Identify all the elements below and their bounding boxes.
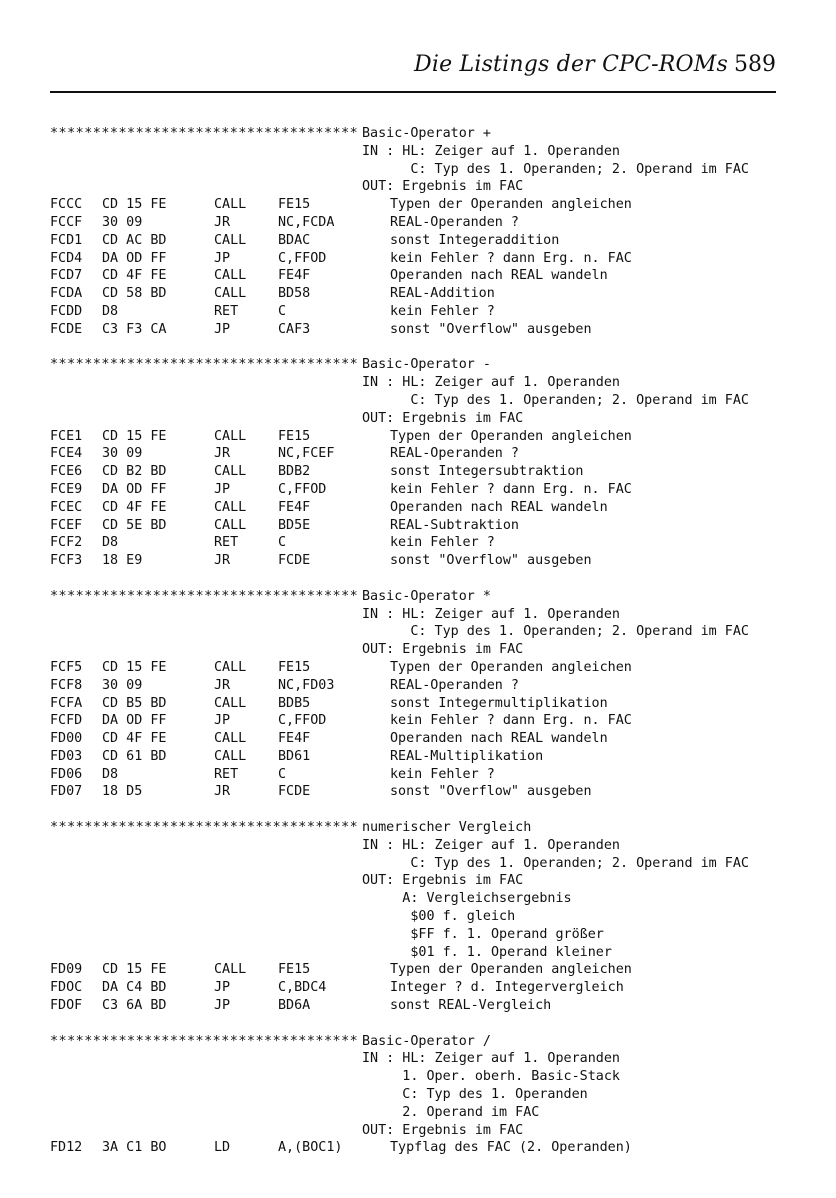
listing-line [50, 677, 790, 695]
listing-line [50, 517, 790, 535]
code-bytes: D8 [102, 535, 119, 551]
code-address: FCDE [50, 321, 83, 337]
listing-line [50, 392, 790, 410]
code-mnemonic: CALL [214, 268, 247, 284]
listing-line [50, 997, 790, 1015]
code-comment: Integer ? d. Integervergleich [390, 980, 624, 996]
doc-line: IN : HL: Zeiger auf 1. Operanden [362, 375, 620, 391]
code-mnemonic: JP [214, 250, 231, 266]
code-address: FCF5 [50, 659, 83, 675]
code-mnemonic: CALL [214, 659, 247, 675]
code-address: FCD4 [50, 250, 83, 266]
code-comment: kein Fehler ? [390, 766, 495, 782]
code-operand: C,FFOD [278, 713, 327, 729]
code-address: FCDA [50, 286, 83, 302]
listing-line [50, 178, 790, 196]
code-bytes: 30 09 [102, 446, 143, 462]
code-address: FCFD [50, 713, 83, 729]
listing-section [50, 356, 790, 570]
listing-line [50, 499, 790, 517]
code-mnemonic: JR [214, 677, 231, 693]
code-comment: sonst "Overflow" ausgeben [390, 784, 592, 800]
code-bytes: 18 E9 [102, 553, 143, 569]
code-operand: BD5E [278, 517, 311, 533]
code-operand: BD58 [278, 286, 311, 302]
code-mnemonic: JR [214, 553, 231, 569]
code-mnemonic: CALL [214, 232, 247, 248]
code-mnemonic: CALL [214, 517, 247, 533]
assembly-listing [50, 125, 790, 1175]
code-bytes: DA OD FF [102, 713, 167, 729]
code-address: FCE1 [50, 428, 83, 444]
code-mnemonic: RET [214, 766, 239, 782]
doc-line: Basic-Operator / [362, 1033, 491, 1049]
listing-line [50, 890, 790, 908]
doc-line: Basic-Operator + [362, 126, 491, 141]
code-mnemonic: CALL [214, 286, 247, 302]
code-address: FCF8 [50, 677, 83, 693]
code-operand: BDB2 [278, 464, 311, 480]
code-address: FCF3 [50, 553, 83, 569]
listing-line [50, 552, 790, 570]
code-mnemonic: CALL [214, 428, 247, 444]
listing-line [50, 588, 790, 606]
code-bytes: CD 15 FE [102, 428, 167, 444]
listing-line [50, 695, 790, 713]
code-mnemonic: JR [214, 784, 231, 800]
code-comment: Operanden nach REAL wandeln [390, 731, 608, 747]
code-address: FCE4 [50, 446, 83, 462]
listing-section [50, 819, 790, 1015]
listing-line [50, 1068, 790, 1086]
listing-line [50, 125, 790, 143]
code-bytes: CD 15 FE [102, 962, 167, 978]
code-comment: sonst Integeraddition [390, 232, 560, 248]
doc-line: numerischer Vergleich [362, 820, 532, 836]
code-comment: Typen der Operanden angleichen [390, 428, 632, 444]
doc-line: Basic-Operator * [362, 588, 491, 604]
listing-line [50, 534, 790, 552]
code-comment: kein Fehler ? dann Erg. n. FAC [390, 713, 632, 729]
code-operand: C,BDC4 [278, 980, 327, 996]
code-operand: NC,FCDA [278, 214, 335, 230]
code-operand: FE15 [278, 428, 311, 444]
code-address: FCFA [50, 695, 83, 711]
header-rule [50, 91, 776, 93]
listing-line [50, 908, 790, 926]
code-comment: kein Fehler ? dann Erg. n. FAC [390, 481, 632, 497]
listing-line [50, 445, 790, 463]
doc-line: C: Typ des 1. Operanden; 2. Operand im FAC [362, 161, 749, 177]
listing-line [50, 944, 790, 962]
code-bytes: CD 15 FE [102, 659, 167, 675]
doc-line: $FF f. 1. Operand größer [362, 926, 604, 942]
code-comment: Typen der Operanden angleichen [390, 197, 632, 213]
code-mnemonic: RET [214, 535, 239, 551]
code-mnemonic: JR [214, 446, 231, 462]
doc-line: OUT: Ergebnis im FAC [362, 1122, 524, 1138]
code-address: FD06 [50, 766, 83, 782]
listing-line [50, 1033, 790, 1051]
code-operand: C [278, 303, 287, 319]
code-mnemonic: CALL [214, 464, 247, 480]
code-operand: FE15 [278, 962, 311, 978]
listing-line [50, 926, 790, 944]
listing-line [50, 1086, 790, 1104]
listing-line [50, 232, 790, 250]
doc-line: C: Typ des 1. Operanden [362, 1087, 588, 1103]
doc-line: OUT: Ergebnis im FAC [362, 642, 524, 658]
listing-line [50, 1122, 790, 1140]
code-bytes: CD 4F FE [102, 499, 167, 515]
code-operand: C [278, 766, 287, 782]
doc-line: IN : HL: Zeiger auf 1. Operanden [362, 837, 620, 853]
code-address: FCE9 [50, 481, 83, 497]
listing-line [50, 979, 790, 997]
code-comment: REAL-Operanden ? [390, 677, 519, 693]
code-address: FD07 [50, 784, 83, 800]
code-mnemonic: JP [214, 713, 231, 729]
code-bytes: DA C4 BD [102, 980, 167, 996]
code-address: FD12 [50, 1140, 83, 1156]
doc-line: C: Typ des 1. Operanden; 2. Operand im FAC [362, 392, 749, 408]
listing-line [50, 321, 790, 339]
code-bytes: 30 09 [102, 214, 143, 230]
code-mnemonic: JP [214, 980, 231, 996]
doc-line: $01 f. 1. Operand kleiner [362, 944, 612, 960]
separator-stars: ************************************ [50, 588, 359, 604]
code-mnemonic: JR [214, 214, 231, 230]
listing-line [50, 659, 790, 677]
listing-line [50, 1139, 790, 1157]
doc-line: C: Typ des 1. Operanden; 2. Operand im FAC [362, 855, 749, 871]
listing-line [50, 463, 790, 481]
code-comment: sonst "Overflow" ausgeben [390, 553, 592, 569]
listing-line [50, 766, 790, 784]
code-comment: REAL-Operanden ? [390, 446, 519, 462]
code-bytes: D8 [102, 766, 119, 782]
listing-line [50, 285, 790, 303]
listing-line [50, 730, 790, 748]
code-bytes: 18 D5 [102, 784, 143, 800]
code-comment: kein Fehler ? [390, 303, 495, 319]
code-operand: NC,FD03 [278, 677, 335, 693]
code-operand: BD6A [278, 998, 311, 1014]
code-operand: C,FFOD [278, 250, 327, 266]
listing-line [50, 1050, 790, 1068]
listing-line [50, 410, 790, 428]
code-bytes: D8 [102, 303, 119, 319]
code-comment: Operanden nach REAL wandeln [390, 499, 608, 515]
running-title: Die Listings der CPC-ROMs [414, 52, 728, 77]
separator-stars: ************************************ [50, 126, 359, 141]
code-address: FCCF [50, 214, 83, 230]
listing-line [50, 606, 790, 624]
code-operand: BDB5 [278, 695, 311, 711]
code-comment: Typen der Operanden angleichen [390, 659, 632, 675]
code-mnemonic: LD [214, 1140, 231, 1156]
code-mnemonic: CALL [214, 731, 247, 747]
listing-line [50, 143, 790, 161]
listing-line [50, 481, 790, 499]
code-operand: C [278, 535, 287, 551]
code-address: FD00 [50, 731, 83, 747]
code-comment: kein Fehler ? dann Erg. n. FAC [390, 250, 632, 266]
listing-section [50, 125, 790, 339]
code-operand: FE4F [278, 268, 311, 284]
code-bytes: C3 6A BD [102, 998, 167, 1014]
code-operand: C,FFOD [278, 481, 327, 497]
code-mnemonic: CALL [214, 695, 247, 711]
code-comment: Typen der Operanden angleichen [390, 962, 632, 978]
code-address: FD09 [50, 962, 83, 978]
code-address: FDOF [50, 998, 83, 1014]
listing-line [50, 1104, 790, 1122]
code-comment: REAL-Subtraktion [390, 517, 519, 533]
code-bytes: CD 4F FE [102, 268, 167, 284]
listing-line [50, 783, 790, 801]
code-operand: NC,FCEF [278, 446, 335, 462]
listing-line [50, 303, 790, 321]
listing-line [50, 819, 790, 837]
code-bytes: CD B2 BD [102, 464, 167, 480]
listing-line [50, 748, 790, 766]
code-operand: FCDE [278, 553, 311, 569]
code-address: FCD7 [50, 268, 83, 284]
listing-section [50, 1033, 790, 1158]
listing-line [50, 623, 790, 641]
code-mnemonic: CALL [214, 499, 247, 515]
separator-stars: ************************************ [50, 1033, 359, 1049]
doc-line: 1. Oper. oberh. Basic-Stack [362, 1069, 620, 1085]
code-address: FDOC [50, 980, 83, 996]
code-mnemonic: JP [214, 998, 231, 1014]
listing-line [50, 196, 790, 214]
listing-line [50, 356, 790, 374]
code-bytes: CD 58 BD [102, 286, 167, 302]
page-header [50, 50, 776, 86]
doc-line: C: Typ des 1. Operanden; 2. Operand im FAC [362, 624, 749, 640]
code-comment: REAL-Multiplikation [390, 748, 544, 764]
code-operand: FE15 [278, 659, 311, 675]
code-address: FCEF [50, 517, 83, 533]
code-comment: kein Fehler ? [390, 535, 495, 551]
code-bytes: CD 4F FE [102, 731, 167, 747]
listing-line [50, 712, 790, 730]
code-comment: Operanden nach REAL wandeln [390, 268, 608, 284]
code-mnemonic: CALL [214, 962, 247, 978]
listing-section [50, 588, 790, 802]
code-bytes: 3A C1 BO [102, 1140, 167, 1156]
code-comment: REAL-Addition [390, 286, 495, 302]
code-comment: sonst Integersubtraktion [390, 464, 584, 480]
doc-line: 2. Operand im FAC [362, 1104, 540, 1120]
doc-line: OUT: Ergebnis im FAC [362, 410, 524, 426]
listing-line [50, 855, 790, 873]
doc-line: IN : HL: Zeiger auf 1. Operanden [362, 143, 620, 159]
code-address: FCF2 [50, 535, 83, 551]
separator-stars: ************************************ [50, 820, 359, 836]
listing-line [50, 374, 790, 392]
doc-line: A: Vergleichsergebnis [362, 891, 572, 907]
doc-line: OUT: Ergebnis im FAC [362, 873, 524, 889]
code-address: FD03 [50, 748, 83, 764]
doc-line: IN : HL: Zeiger auf 1. Operanden [362, 1051, 620, 1067]
doc-line: $00 f. gleich [362, 909, 516, 925]
code-address: FCE6 [50, 464, 83, 480]
code-address: FCDD [50, 303, 83, 319]
listing-line [50, 641, 790, 659]
listing-line [50, 872, 790, 890]
listing-line [50, 428, 790, 446]
code-operand: FCDE [278, 784, 311, 800]
code-bytes: CD 15 FE [102, 197, 167, 213]
code-comment: sonst "Overflow" ausgeben [390, 321, 592, 337]
listing-line [50, 250, 790, 268]
code-bytes: CD AC BD [102, 232, 167, 248]
code-bytes: C3 F3 CA [102, 321, 167, 337]
listing-line [50, 961, 790, 979]
code-bytes: CD B5 BD [102, 695, 167, 711]
code-bytes: CD 5E BD [102, 517, 167, 533]
code-mnemonic: CALL [214, 197, 247, 213]
code-address: FCD1 [50, 232, 83, 248]
code-operand: FE4F [278, 499, 311, 515]
doc-line: OUT: Ergebnis im FAC [362, 179, 524, 195]
code-comment: Typflag des FAC (2. Operanden) [390, 1140, 632, 1156]
code-mnemonic: RET [214, 303, 239, 319]
code-operand: BDAC [278, 232, 311, 248]
code-operand: BD61 [278, 748, 311, 764]
code-mnemonic: CALL [214, 748, 247, 764]
listing-line [50, 267, 790, 285]
page-number: 589 [734, 52, 776, 77]
listing-line [50, 837, 790, 855]
code-mnemonic: JP [214, 481, 231, 497]
code-comment: sonst REAL-Vergleich [390, 998, 552, 1014]
code-bytes: CD 61 BD [102, 748, 167, 764]
code-mnemonic: JP [214, 321, 231, 337]
code-bytes: 30 09 [102, 677, 143, 693]
code-bytes: DA OD FF [102, 250, 167, 266]
code-operand: FE15 [278, 197, 311, 213]
code-address: FCEC [50, 499, 83, 515]
code-comment: sonst Integermultiplikation [390, 695, 608, 711]
code-operand: FE4F [278, 731, 311, 747]
doc-line: Basic-Operator - [362, 357, 491, 373]
code-comment: REAL-Operanden ? [390, 214, 519, 230]
code-bytes: DA OD FF [102, 481, 167, 497]
code-operand: CAF3 [278, 321, 311, 337]
code-operand: A,(BOC1) [278, 1140, 343, 1156]
code-address: FCCC [50, 197, 83, 213]
doc-line: IN : HL: Zeiger auf 1. Operanden [362, 606, 620, 622]
listing-line [50, 161, 790, 179]
listing-line [50, 214, 790, 232]
separator-stars: ************************************ [50, 357, 359, 373]
